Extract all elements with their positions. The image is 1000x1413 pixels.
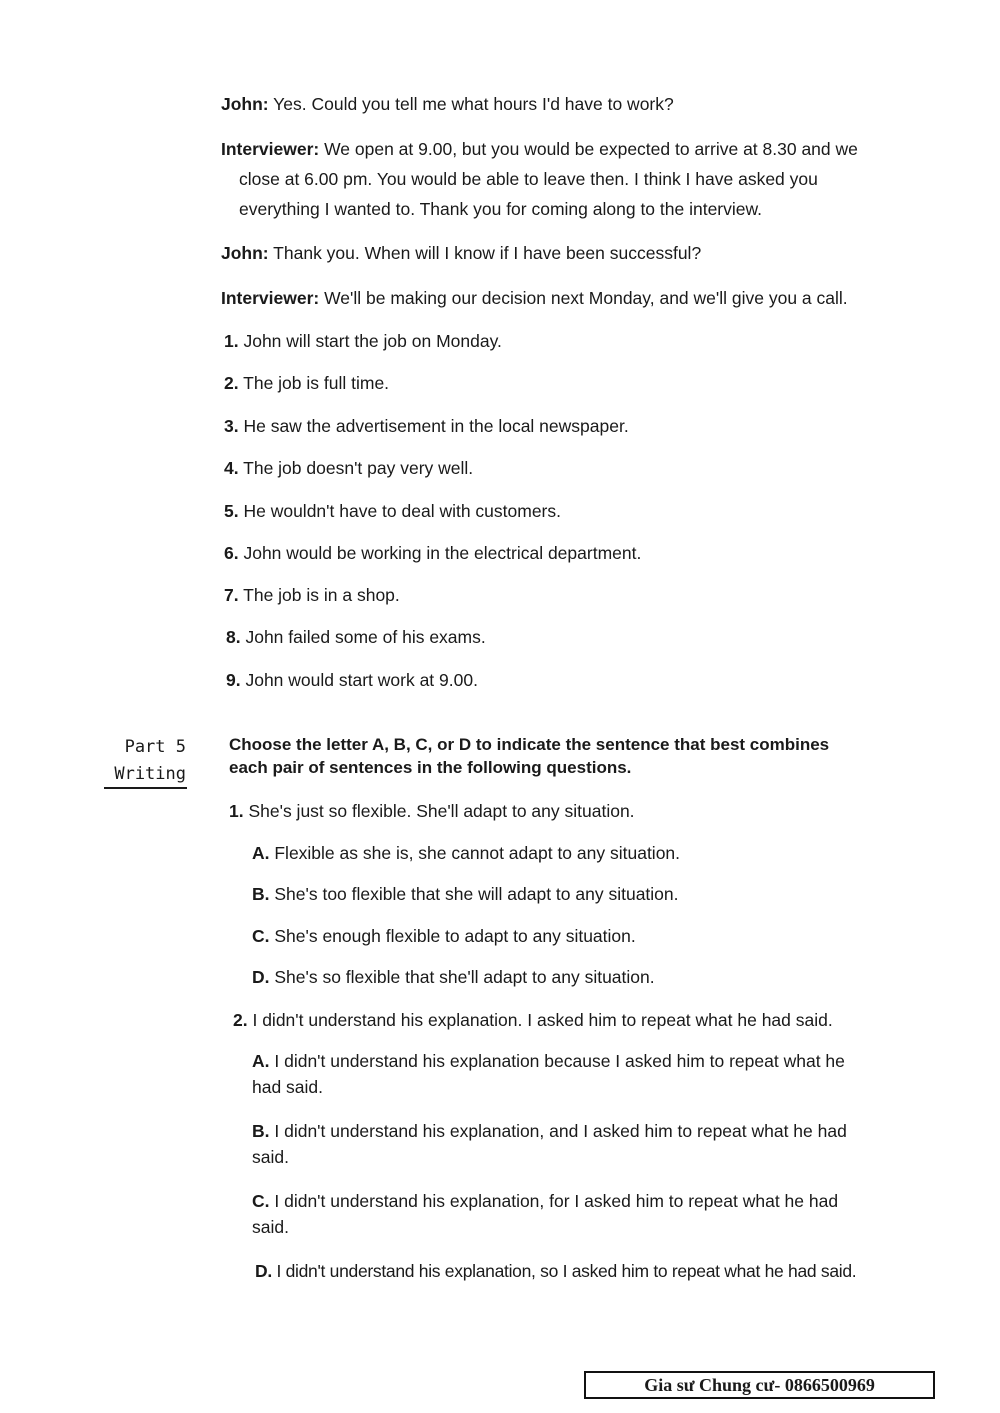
speaker-label: John: [221,243,269,263]
statement-number: 7. [224,585,239,605]
question-stem [233,1008,833,1032]
dialogue-text: Yes. Could you tell me what hours I'd have to work? [268,94,674,114]
answer-option [252,1118,867,1170]
option-text: I didn't understand his explanation, and I asked him to repeat what he had said. [252,1121,847,1167]
option-letter: B. [252,1121,270,1141]
statement-text: John failed some of his exams. [240,627,486,647]
option-letter: A. [252,843,270,863]
speaker-label: John: [221,94,269,114]
option-text: She's enough flexible to adapt to any situation. [269,926,636,946]
statement-text: The job doesn't pay very well. [238,458,474,478]
dialogue-text: We'll be making our decision next Monday, and we'll give you a call. [319,288,848,308]
statement-number: 5. [224,501,239,521]
statement-item [224,329,502,353]
question-text: I didn't understand his explanation. I asked him to repeat what he had said. [247,1010,833,1030]
answer-option [252,924,636,948]
dialogue-line-john-1 [221,92,674,116]
statement-number: 9. [226,670,241,690]
footer-contact-box: Gia sư Chung cư- 0866500969 [584,1371,935,1399]
dialogue-line-john-2 [221,241,701,265]
option-text: She's so flexible that she'll adapt to any situation. [269,967,655,987]
statement-text: John would start work at 9.00. [240,670,478,690]
answer-option [252,1188,867,1240]
option-letter: D. [255,1261,272,1281]
statement-text: The job is in a shop. [238,585,400,605]
option-letter: C. [252,1191,270,1211]
answer-option [252,841,680,865]
statement-text: He saw the advertisement in the local newspaper. [238,416,629,436]
option-text: I didn't understand his explanation, for I asked him to repeat what he had said. [252,1191,839,1237]
statement-text: John would be working in the electrical department. [238,543,642,563]
statement-number: 6. [224,543,239,563]
dialogue-line-interviewer-1 [221,134,871,224]
option-letter: C. [252,926,270,946]
statement-item [224,371,389,395]
option-letter: D. [252,967,270,987]
statement-item [224,414,629,438]
statement-number: 3. [224,416,239,436]
statement-number: 2. [224,373,239,393]
statement-item [224,499,561,523]
statement-item [226,668,478,692]
statement-number: 4. [224,458,239,478]
statement-item [226,625,486,649]
option-text: I didn't understand his explanation because I asked him to repeat what he had said. [252,1051,845,1097]
answer-option [252,882,679,906]
part-number: Part 5 [124,737,186,757]
statement-text: He wouldn't have to deal with customers. [238,501,562,521]
dialogue-text: Thank you. When will I know if I have been successful? [268,243,702,263]
answer-option [252,1048,867,1100]
answer-option [252,965,655,989]
option-letter: A. [252,1051,270,1071]
statement-text: The job is full time. [238,373,390,393]
part-underline [104,787,187,789]
question-stem [229,799,635,823]
option-text: Flexible as she is, she cannot adapt to any situation. [269,843,681,863]
answer-option [255,1259,856,1283]
question-number: 2. [233,1010,248,1030]
question-text: She's just so flexible. She'll adapt to any situation. [243,801,635,821]
dialogue-text: We open at 9.00, but you would be expected to arrive at 8.30 and we close at 6.00 pm. You would be able to leave then. I think I have asked you everything I wanted to. Thank you for coming along to the interview. [239,139,858,219]
statement-item [224,583,400,607]
part-label [104,734,186,788]
statement-item [224,456,473,480]
question-number: 1. [229,801,244,821]
section-instruction: Choose the letter A, B, C, or D to indicate the sentence that best combines each pair of sentences in the following questions. [229,735,830,777]
statement-item [224,541,641,565]
statement-text: John will start the job on Monday. [238,331,502,351]
option-text: I didn't understand his explanation, so I asked him to repeat what he had said. [271,1261,857,1281]
option-letter: B. [252,884,270,904]
speaker-label: Interviewer: [221,288,320,308]
part-name: Writing [114,764,186,784]
dialogue-line-interviewer-2 [221,286,848,310]
option-text: She's too flexible that she will adapt to any situation. [269,884,679,904]
speaker-label: Interviewer: [221,139,320,159]
statement-number: 8. [226,627,241,647]
statement-number: 1. [224,331,239,351]
